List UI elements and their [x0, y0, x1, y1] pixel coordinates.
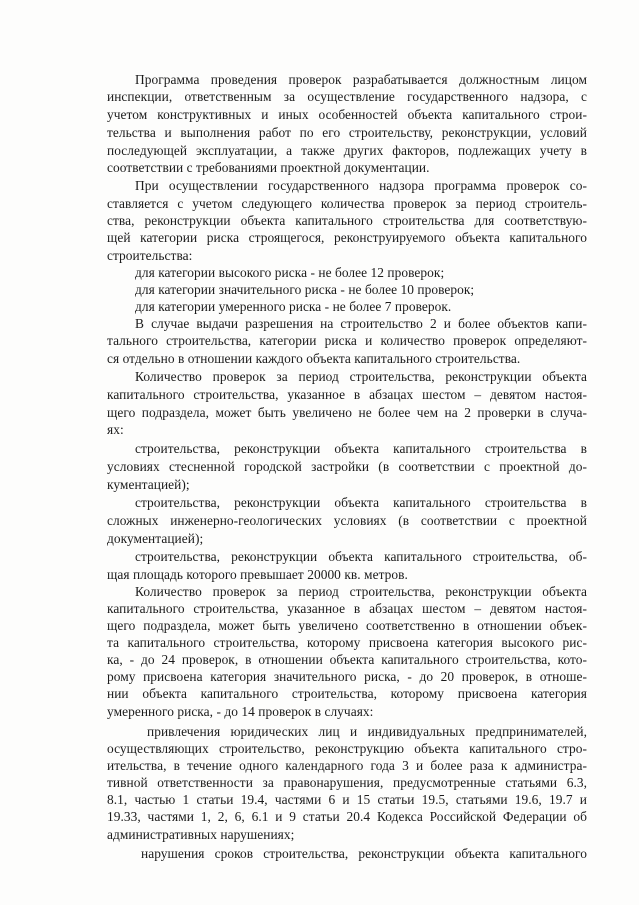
text-line: капитального строительства, указанное в абзацах шестом – девятом настоя-: [107, 387, 587, 402]
text-line: щего подраздела, может быть увеличено не более чем на 2 проверки в случа-: [107, 405, 587, 420]
text-line: Количество проверок за период строительства, реконструкции объекта: [135, 584, 587, 599]
text-line: ства, реконструкции объекта капитального строительства для соответствую-: [107, 213, 587, 228]
text-line: рому присвоена категория значительного риска, - до 20 проверок, в отноше-: [107, 669, 587, 684]
text-line: ительства, в течение одного календарного года 3 и более раза к администра-: [107, 758, 587, 773]
text-line: ся отдельно в отношении каждого объекта капитального строительства.: [107, 351, 521, 366]
text-line: щей категории риска строящегося, реконструируемого объекта капитального: [107, 230, 587, 245]
text-line: тельства и выполнения работ по его строительству, реконструкции, условий: [107, 125, 587, 140]
text-line: строительства:: [107, 248, 193, 263]
text-line: В случае выдачи разрешения на строительство 2 и более объектов капи-: [135, 316, 587, 331]
text-line: щего подраздела, может быть увеличено соответственно в отношении объек-: [107, 618, 587, 633]
text-line: учетом конструктивных и иных особенностей объекта капитального строи-: [107, 107, 587, 122]
text-line: умеренного риска, - до 14 проверок в случаях:: [107, 704, 374, 719]
text-line: соответствии с требованиями проектной документации.: [107, 160, 430, 175]
text-line: тивной ответственности за правонарушения, предусмотренные статьями 6.3,: [107, 775, 587, 790]
text-line: щая площадь которого превышает 20000 кв. метров.: [107, 567, 408, 582]
text-line: тального строительства, категории риска и количество проверок определяют-: [107, 333, 587, 348]
text-line: та капитального строительства, которому присвоена категория высокого рис-: [107, 635, 587, 650]
text-line: кументацией);: [107, 477, 190, 492]
text-line: капитального строительства, указанное в абзацах шестом – девятом настоя-: [107, 601, 587, 616]
text-line: для категории умеренного риска - не более 7 проверок.: [135, 299, 452, 314]
text-line: нарушения сроков строительства, реконструкции объекта капитального: [141, 846, 587, 861]
text-line: условиях стесненной городской застройки (в соответствии с проектной до-: [107, 459, 587, 474]
text-line: При осуществлении государственного надзора программа проверок со-: [135, 178, 587, 193]
text-line: сложных инженерно-геологических условиях (в соответствии с проектной: [107, 513, 587, 528]
text-line: Количество проверок за период строительства, реконструкции объекта: [135, 369, 587, 384]
text-line: ставляется с учетом следующего количества проверок за период строитель-: [107, 196, 587, 211]
text-line: для категории значительного риска - не более 10 проверок;: [135, 282, 475, 297]
text-line: для категории высокого риска - не более 12 проверок;: [135, 265, 445, 280]
text-line: ях:: [107, 422, 124, 437]
text-line: строительства, реконструкции объекта капитального строительства в: [135, 495, 587, 510]
text-line: привлечения юридических лиц и индивидуальных предпринимателей,: [147, 724, 587, 739]
text-line: последующей эксплуатации, а также других факторов, подлежащих учету в: [107, 143, 587, 158]
text-line: Программа проведения проверок разрабатывается должностным лицом: [135, 72, 587, 87]
text-line: административных нарушениях;: [107, 827, 295, 842]
text-line: строительства, реконструкции объекта капитального строительства в: [135, 441, 587, 456]
text-line: осуществляющих строительство, реконструкцию объекта капитального стро-: [107, 741, 587, 756]
text-line: инспекции, ответственным за осуществление государственного надзора, с: [107, 89, 587, 104]
text-line: 19.33, частями 1, 2, 6, 6.1 и 9 статьи 20.4 Кодекса Российской Федерации об: [107, 809, 587, 824]
text-line: документацией);: [107, 531, 204, 546]
text-line: нии объекта капитального строительства, которому присвоена категория: [107, 686, 587, 701]
text-line: 8.1, частью 1 статьи 19.4, частями 6 и 15 статьи 19.5, статьями 19.6, 19.7 и: [107, 792, 587, 807]
text-line: ка, - до 24 проверок, в отношении объекта капитального строительства, кото-: [107, 652, 587, 667]
text-line: строительства, реконструкции объекта капитального строительства, об-: [135, 549, 587, 564]
